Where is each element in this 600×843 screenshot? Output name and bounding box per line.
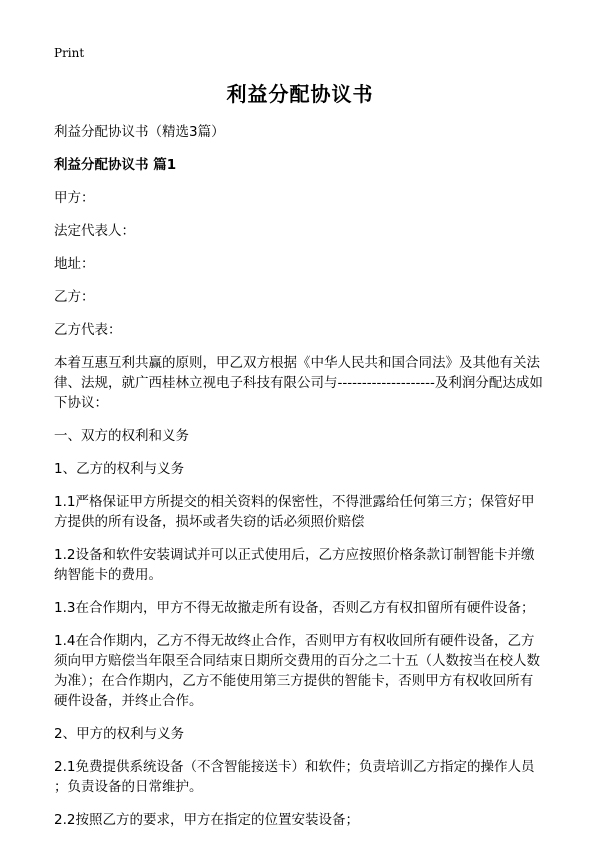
field-address: 地址： [54,256,95,272]
field-party-a: 甲方： [54,190,95,206]
heading-rights-obligations: 一、双方的权利和义务 [54,428,189,444]
document-subtitle: 利益分配协议书（精选3篇） [54,124,225,140]
clause-line: 硬件设备，并终止合作。 [54,693,203,709]
intro-line: 律、法规，就广西桂林立视电子科技有限公司与--------------------及利润分配达成如 [54,375,543,391]
intro-line: 下协议： [54,395,108,411]
clause-line: 1.4在合作期内，乙方不得无故终止合作，否则甲方有权收回所有硬件设备，乙方 [54,633,535,649]
clause-line: 须向甲方赔偿当年限至合同结束日期所交费用的百分之二十五（人数按当在校人数 [54,653,540,669]
clause-line: 纳智能卡的费用。 [54,567,162,583]
clause-1-4 [54,631,558,711]
clause-line: ；负责设备的日常维护。 [54,779,203,795]
clause-1-1 [54,492,558,532]
heading-party-a-rights: 2、甲方的权利与义务 [54,726,185,742]
document-body [54,122,558,843]
clause-1-2 [54,545,558,585]
clause-2-2: 2.2按照乙方的要求，甲方在指定的位置安装设备； [54,812,359,828]
intro-line: 本着互惠互利共赢的原则，甲乙双方根据《中华人民共和国合同法》及其他有关法 [54,355,540,371]
print-link[interactable]: Print [54,46,85,60]
field-legal-representative: 法定代表人： [54,223,135,239]
clause-line: 1.1严格保证甲方所提交的相关资料的保密性，不得泄露给任何第三方；保管好甲 [54,494,535,510]
section-heading: 利益分配协议书 篇1 [54,157,177,173]
clause-2-1 [54,757,558,797]
clause-line: 2.1免费提供系统设备（不含智能接送卡）和软件；负责培训乙方指定的操作人员 [54,759,535,775]
field-party-b: 乙方： [54,289,95,305]
intro-paragraph [54,353,558,413]
clause-line: 为准）；在合作期内，乙方不能使用第三方提供的智能卡，否则甲方有权收回所有 [54,673,534,689]
clause-line: 1.2设备和软件安装调试并可以正式使用后，乙方应按照价格条款订制智能卡并缴 [54,547,535,563]
clause-line: 方提供的所有设备，损坏或者失窃的话必须照价赔偿 [54,514,365,530]
heading-party-b-rights: 1、乙方的权利与义务 [54,461,185,477]
clause-1-3: 1.3在合作期内，甲方不得无故撤走所有设备，否则乙方有权扣留所有硬件设备； [54,600,535,616]
document-title: 利益分配协议书 [226,82,374,106]
field-party-b-representative: 乙方代表： [54,322,122,338]
